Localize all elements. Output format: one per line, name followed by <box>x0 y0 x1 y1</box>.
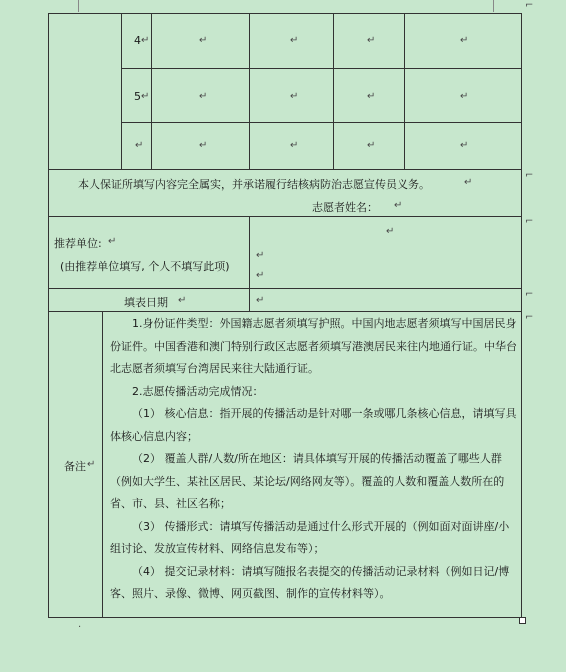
paragraph-mark: ↵ <box>464 177 473 188</box>
margin-guide-right <box>493 0 494 12</box>
paragraph-mark: ↵ <box>141 35 150 46</box>
volunteer-name-field[interactable]: ↵ <box>394 200 403 211</box>
paragraph-mark: ↵ <box>135 140 144 151</box>
note-paragraph: （4） 提交记录材料：请填写随报名表提交的传播活动记录材料（例如日记/博客、照片、录像、微博、网页截图、制作的宣传材料等）。 <box>110 564 510 600</box>
paragraph-mark: ↵ <box>178 295 187 306</box>
table-cell: ↵ <box>367 91 376 102</box>
row-end-mark: ⌐ <box>525 216 534 227</box>
recommend-field[interactable]: ↵ <box>386 226 395 237</box>
note-paragraph: （1） 核心信息：指开展的传播活动是针对哪一条或哪几条核心信息，请填写具体核心信息内容； <box>110 407 517 443</box>
table-cell: ↵ <box>460 140 469 151</box>
row-end-mark: ⌐ <box>525 289 534 300</box>
paragraph-mark: ↵ <box>141 91 150 102</box>
table-cell: ↵ <box>199 140 208 151</box>
row-number: 5 <box>134 90 141 103</box>
table-cell: ↵ <box>460 35 469 46</box>
recommend-hint: (由推荐单位填写, 个人不填写此项) <box>60 260 230 273</box>
notes-label: 备注 <box>64 460 86 473</box>
fill-date-field[interactable]: ↵ <box>256 295 265 306</box>
note-paragraph: 1.身份证件类型：外国籍志愿者须填写护照。中国内地志愿者须填写中国居民身份证件。中国香港和澳门特别行政区志愿者须填写港澳居民来往内地通行证。中华台北志愿者须填写台湾居民来往大陆通行证。 <box>110 317 517 375</box>
table-cell: ↵ <box>460 91 469 102</box>
table-resize-handle[interactable] <box>519 617 526 624</box>
pledge-text: 本人保证所填写内容完全属实，并承诺履行结核病防治志愿宣传员义务。 <box>78 178 430 191</box>
end-of-cell-mark: · <box>78 622 82 633</box>
row-number: 4 <box>134 34 141 47</box>
table-cell: ↵ <box>199 91 208 102</box>
paragraph-mark: ↵ <box>87 459 96 470</box>
note-paragraph: （2） 覆盖人群/人数/所在地区：请具体填写开展的传播活动覆盖了哪些人群（例如大学生、某社区居民、某论坛/网络网友等）。覆盖的人数和覆盖人数所在的省、市、县、社区名称； <box>110 452 505 510</box>
recommend-field[interactable]: ↵ <box>256 270 265 281</box>
volunteer-name-label: 志愿者姓名： <box>312 201 378 214</box>
row-end-mark: ⌐ <box>525 0 534 11</box>
table-cell: ↵ <box>367 35 376 46</box>
row-end-mark: ⌐ <box>525 312 534 323</box>
table-cell: ↵ <box>367 140 376 151</box>
paragraph-mark: ↵ <box>108 236 117 247</box>
table-cell: ↵ <box>290 35 299 46</box>
table-cell: ↵ <box>290 91 299 102</box>
note-paragraph: 2.志愿传播活动完成情况： <box>132 384 264 398</box>
notes-body <box>110 313 520 606</box>
recommend-label: 推荐单位: <box>54 237 102 250</box>
table-cell: ↵ <box>199 35 208 46</box>
fill-date-label: 填表日期 <box>124 296 168 309</box>
recommend-field[interactable]: ↵ <box>256 250 265 261</box>
note-paragraph: （3） 传播形式：请填写传播活动是通过什么形式开展的（例如面对面讲座/小组讨论、发放宣传材料、网络信息发布等）； <box>110 519 510 555</box>
row-end-mark: ⌐ <box>525 170 534 181</box>
margin-guide-left <box>78 0 79 12</box>
table-cell: ↵ <box>290 140 299 151</box>
